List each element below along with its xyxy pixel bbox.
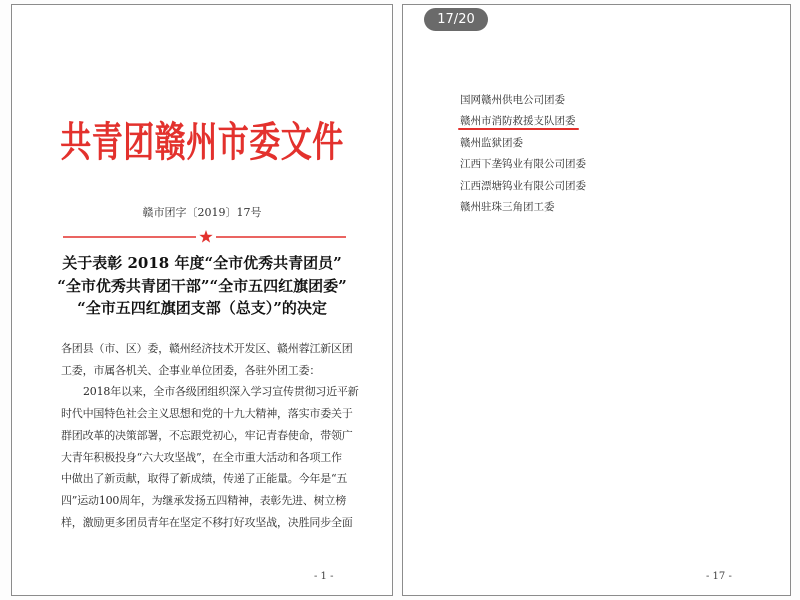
body-text-line: 大青年积极投身“六大攻坚战”，在全市重大活动和各项工作 <box>61 450 342 464</box>
recipient-list-item: 赣州市消防救援支队团委 <box>460 111 576 132</box>
document-number: 赣市团字〔2019〕17号 <box>142 206 262 219</box>
document-body <box>61 338 361 533</box>
body-text-line: 样，激励更多团员青年在坚定不移打好攻坚战，决胜同步全面 <box>61 515 353 529</box>
recipient-list-item: 国网赣州供电公司团委 <box>460 94 565 106</box>
star-icon <box>199 230 212 243</box>
body-text-line: 中做出了新贡献，取得了新成绩，传递了正能量。今年是“五 <box>61 472 348 486</box>
document-title-line: “全市优秀共青团干部”“全市五四红旗团委” <box>57 276 347 295</box>
body-text-line: 群团改革的决策部署，不忘跟党初心，牢记青春使命，带领广 <box>61 428 353 442</box>
recipient-list-item: 赣州驻珠三角团工委 <box>460 201 555 214</box>
body-text-line: 2018年以来，全市各级团组织深入学习宣传贯彻习近平新 <box>83 385 359 399</box>
recipient-list-item: 赣州监狱团委 <box>460 136 523 149</box>
red-underline-annotation <box>458 128 579 130</box>
body-text-line: 时代中国特色社会主义思想和党的十九大精神，落实市委关于 <box>61 407 353 421</box>
recipient-list-item: 江西下垄钨业有限公司团委 <box>460 158 586 171</box>
document-title-line: “全市五四红旗团支部（总支）”的决定 <box>77 299 327 317</box>
body-text-line: 四”运动100周年，为继承发扬五四精神，表彰先进、树立榜 <box>61 493 347 507</box>
page-counter-badge: 17/20 <box>424 8 488 31</box>
body-text-line: 各团县（市、区）委，赣州经济技术开发区、赣州蓉江新区团 <box>61 342 353 355</box>
page-1 <box>11 4 393 596</box>
page-number: - 17 - <box>706 571 732 582</box>
body-text-line: 工委，市属各机关、企事业单位团委，各驻外团工委： <box>61 363 321 377</box>
recipient-list <box>460 90 586 218</box>
document-title-line: 关于表彰 2018 年度“全市优秀共青团员” <box>62 254 342 272</box>
page-number: - 1 - <box>314 571 334 582</box>
document-title <box>12 252 392 320</box>
red-separator-rule <box>63 229 346 245</box>
document-masthead: 共青团赣州市委文件 <box>60 119 344 167</box>
page-17 <box>402 4 791 596</box>
recipient-list-item: 江西漂塘钨业有限公司团委 <box>460 179 586 192</box>
